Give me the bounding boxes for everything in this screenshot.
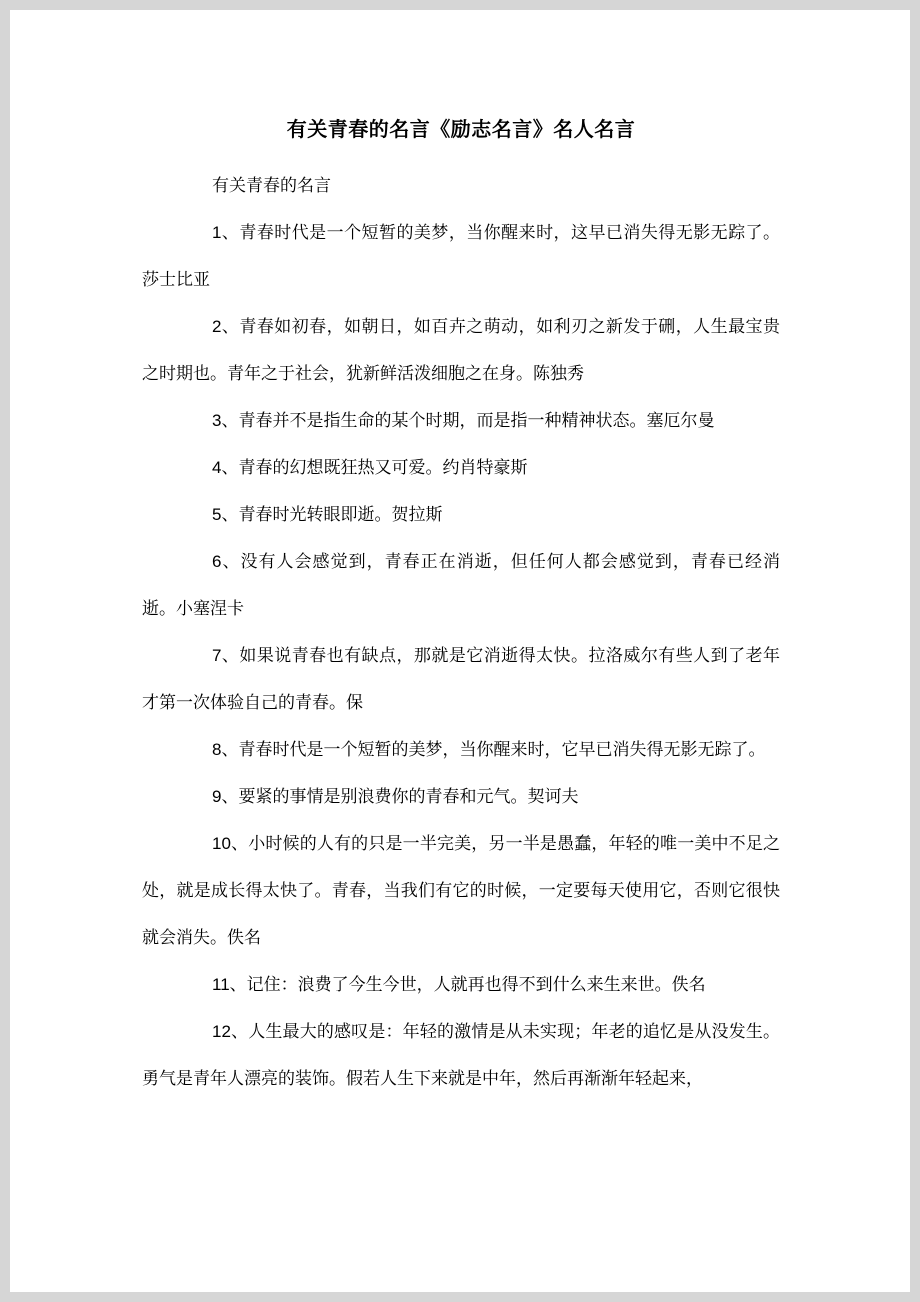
- paragraph: 8、青春时代是一个短暂的美梦，当你醒来时，它早已消失得无影无踪了。: [212, 740, 766, 759]
- paragraph: 有关青春的名言: [212, 176, 331, 195]
- paragraph: 10、小时候的人有的只是一半完美，另一半是愚蠢，年轻的唯一美中不足之处，就是成长得太快了。青春，当我们有它的时候，一定要每天使用它，否则它很快就会消失。佚名: [142, 834, 780, 947]
- paragraph: 3、青春并不是指生命的某个时期，而是指一种精神状态。塞厄尔曼: [212, 411, 715, 430]
- paragraph: 7、如果说青春也有缺点，那就是它消逝得太快。拉洛威尔有些人到了老年才第一次体验自己的青春。保: [142, 646, 780, 712]
- paragraph: 4、青春的幻想既狂热又可爱。约肖特豪斯: [212, 458, 528, 477]
- document-body: [142, 162, 780, 1102]
- paragraph: 11、记住：浪费了今生今世，人就再也得不到什么来生来世。佚名: [212, 975, 706, 994]
- paragraph: 5、青春时光转眼即逝。贺拉斯: [212, 505, 443, 524]
- document-page: [10, 10, 910, 1292]
- paragraph: 9、要紧的事情是别浪费你的青春和元气。契诃夫: [212, 787, 579, 806]
- paragraph: 2、青春如初春，如朝日，如百卉之萌动，如利刃之新发于硎，人生最宝贵之时期也。青年之于社会，犹新鲜活泼细胞之在身。陈独秀: [142, 317, 780, 383]
- paragraph: 6、没有人会感觉到，青春正在消逝，但任何人都会感觉到，青春已经消逝。小塞涅卡: [142, 552, 780, 618]
- document-title: 有关青春的名言《励志名言》名人名言: [286, 119, 636, 141]
- paragraph: 1、青春时代是一个短暂的美梦，当你醒来时，这早已消失得无影无踪了。莎士比亚: [142, 223, 780, 289]
- paragraph: 12、人生最大的感叹是：年轻的激情是从未实现；年老的追忆是从没发生。勇气是青年人漂亮的装饰。假若人生下来就是中年，然后再渐渐年轻起来，: [142, 1022, 780, 1088]
